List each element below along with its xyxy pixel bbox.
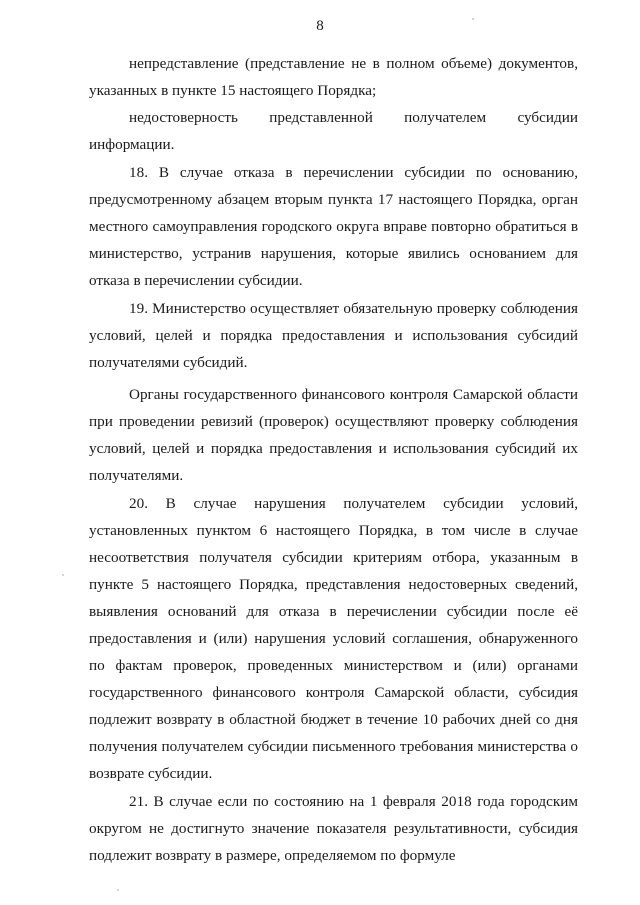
scan-speck bbox=[472, 18, 474, 20]
page-number: 8 bbox=[316, 18, 324, 34]
paragraph-nonsubmission: непредставление (представление не в полном объеме) документов, указанных в пункте 15 настоящего Порядка; bbox=[89, 55, 578, 99]
scan-speck bbox=[117, 889, 119, 891]
paragraph-21: 21. В случае если по состоянию на 1 февраля 2018 года городским округом не достигнуто значение показателя результативности, субсидия подлежит возврату в размере, определяемом по формуле bbox=[89, 793, 578, 864]
word-4: субсидии bbox=[517, 109, 578, 126]
paragraph-18: 18. В случае отказа в перечислении субсидии по основанию, предусмотренному абзацем вторым пункта 17 настоящего Порядка, орган местного самоуправления городского округа вправе повторно обратиться в министерство, устранив нарушения, которые явились основанием для отказа в перечислении субсидии. bbox=[89, 164, 578, 289]
paragraph-unreliability-tail: информации. bbox=[89, 136, 175, 153]
document-body bbox=[89, 50, 578, 869]
word-1: недостоверность bbox=[129, 109, 238, 126]
word-2: представленной bbox=[269, 109, 373, 126]
word-3: получателем bbox=[404, 109, 487, 126]
paragraph-20: 20. В случае нарушения получателем субсидии условий, установленных пунктом 6 настоящего Порядка, в том числе в случае несоответствия получателя субсидии критериям отбора, указанным в пункте 5 настоящего Порядка, представления недостоверных сведений, выявления оснований для отказа в перечислении субсидии после её предоставления и (или) нарушения условий соглашения, обнаруженного по фактам проверок, проведенных министерством и (или) органами государственного финансового контроля Самарской области, субсидия подлежит возврату в областной бюджет в течение 10 рабочих дней со дня получения получателем субсидии письменного требования министерства о возврате субсидии. bbox=[89, 495, 578, 782]
paragraph-19: 19. Министерство осуществляет обязательную проверку соблюдения условий, целей и порядка предоставления и использования субсидий получателями субсидий. bbox=[89, 300, 578, 371]
paragraph-unreliability-line bbox=[89, 104, 578, 131]
paragraph-control-bodies: Органы государственного финансового контроля Самарской области при проведении ревизий (проверок) осуществляют проверку соблюдения условий, целей и порядка предоставления и использования субсидий их получателями. bbox=[89, 386, 578, 484]
scan-speck bbox=[62, 574, 64, 576]
